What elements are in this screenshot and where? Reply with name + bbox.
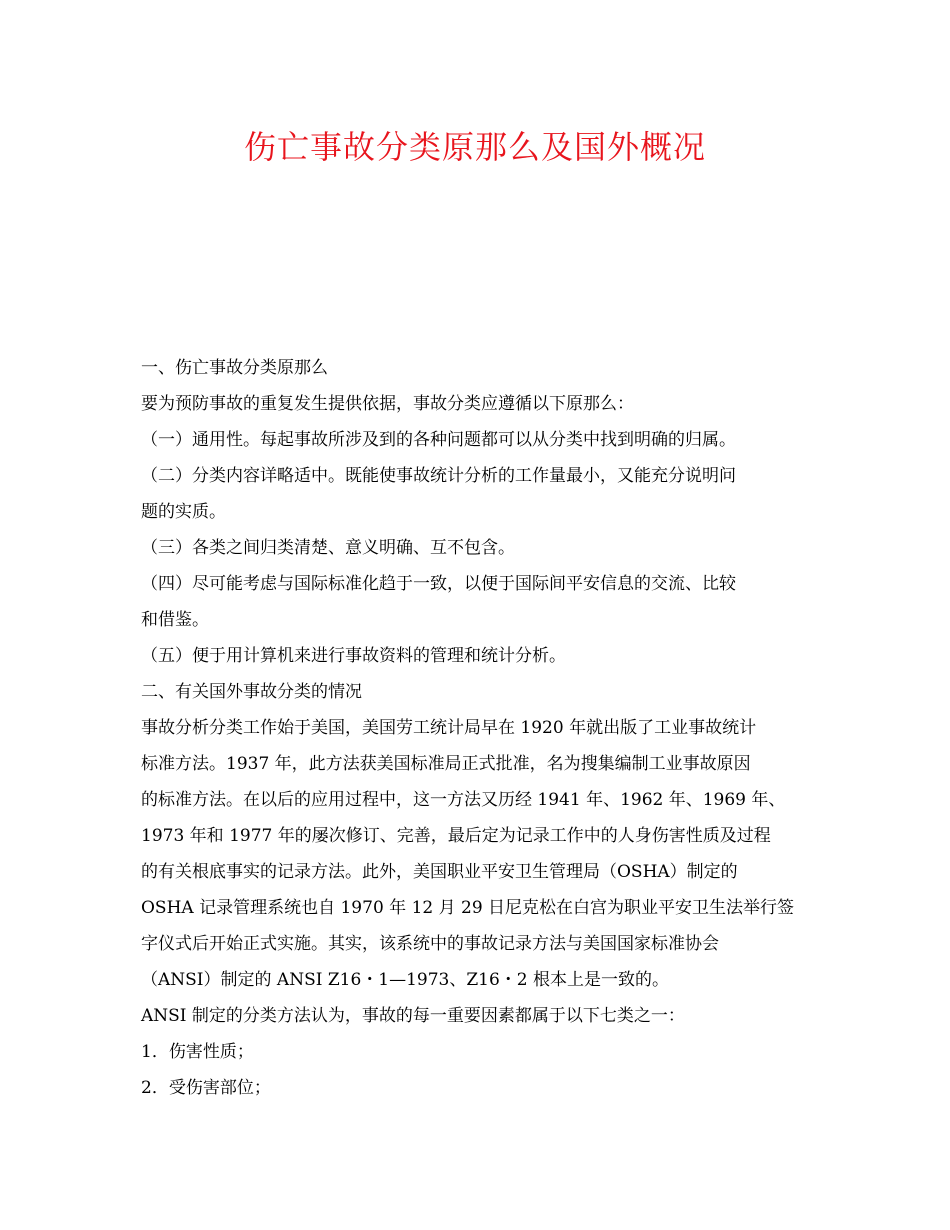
numbered-item: 2．受伤害部位； [141, 1078, 271, 1098]
paragraph-line: OSHA 记录管理系统也自 1970 年 12 月 29 日尼克松在白宫为职业平安卫生法举行签 [141, 898, 795, 918]
paragraph-line: 要为预防事故的重复发生提供依据，事故分类应遵循以下原那么： [141, 394, 634, 414]
list-item: （三）各类之间归类清楚、意义明确、互不包含。 [141, 538, 515, 558]
list-item: （四）尽可能考虑与国际标准化趋于一致，以便于国际间平安信息的交流、比较 [141, 574, 736, 594]
section-heading: 二、有关国外事故分类的情况 [141, 682, 362, 702]
document-title: 伤亡事故分类原那么及国外概况 [243, 128, 706, 166]
list-item-continuation: 题的实质。 [141, 502, 226, 522]
list-item: （五）便于用计算机来进行事故资料的管理和统计分析。 [141, 646, 566, 666]
numbered-item: 1．伤害性质； [141, 1042, 254, 1062]
paragraph-line: 标准方法。1937 年，此方法获美国标准局正式批准，名为搜集编制工业事故原因 [141, 754, 751, 774]
paragraph-line: 1973 年和 1977 年的屡次修订、完善，最后定为记录工作中的人身伤害性质及过程 [141, 826, 771, 846]
paragraph-line: 事故分析分类工作始于美国，美国劳工统计局早在 1920 年就出版了工业事故统计 [141, 718, 757, 738]
list-item-continuation: 和借鉴。 [141, 610, 209, 630]
paragraph-line: 的标准方法。在以后的应用过程中，这一方法又历经 1941 年、1962 年、1969 年、 [141, 790, 786, 810]
paragraph-line: 的有关根底事实的记录方法。此外，美国职业平安卫生管理局（OSHA）制定的 [141, 862, 738, 882]
paragraph-line: 字仪式后开始正式实施。其实，该系统中的事故记录方法与美国国家标准协会 [141, 934, 719, 954]
paragraph-line: ANSI 制定的分类方法认为，事故的每一重要因素都属于以下七类之一： [141, 1006, 685, 1026]
paragraph-line: （ANSI）制定的 ANSI Z16・1—1973、Z16・2 根本上是一致的。 [141, 970, 670, 990]
section-heading: 一、伤亡事故分类原那么 [141, 358, 328, 378]
list-item: （二）分类内容详略适中。既能使事故统计分析的工作量最小，又能充分说明问 [141, 466, 736, 486]
list-item: （一）通用性。每起事故所涉及到的各种问题都可以从分类中找到明确的归属。 [141, 430, 736, 450]
document-body [141, 350, 811, 1106]
